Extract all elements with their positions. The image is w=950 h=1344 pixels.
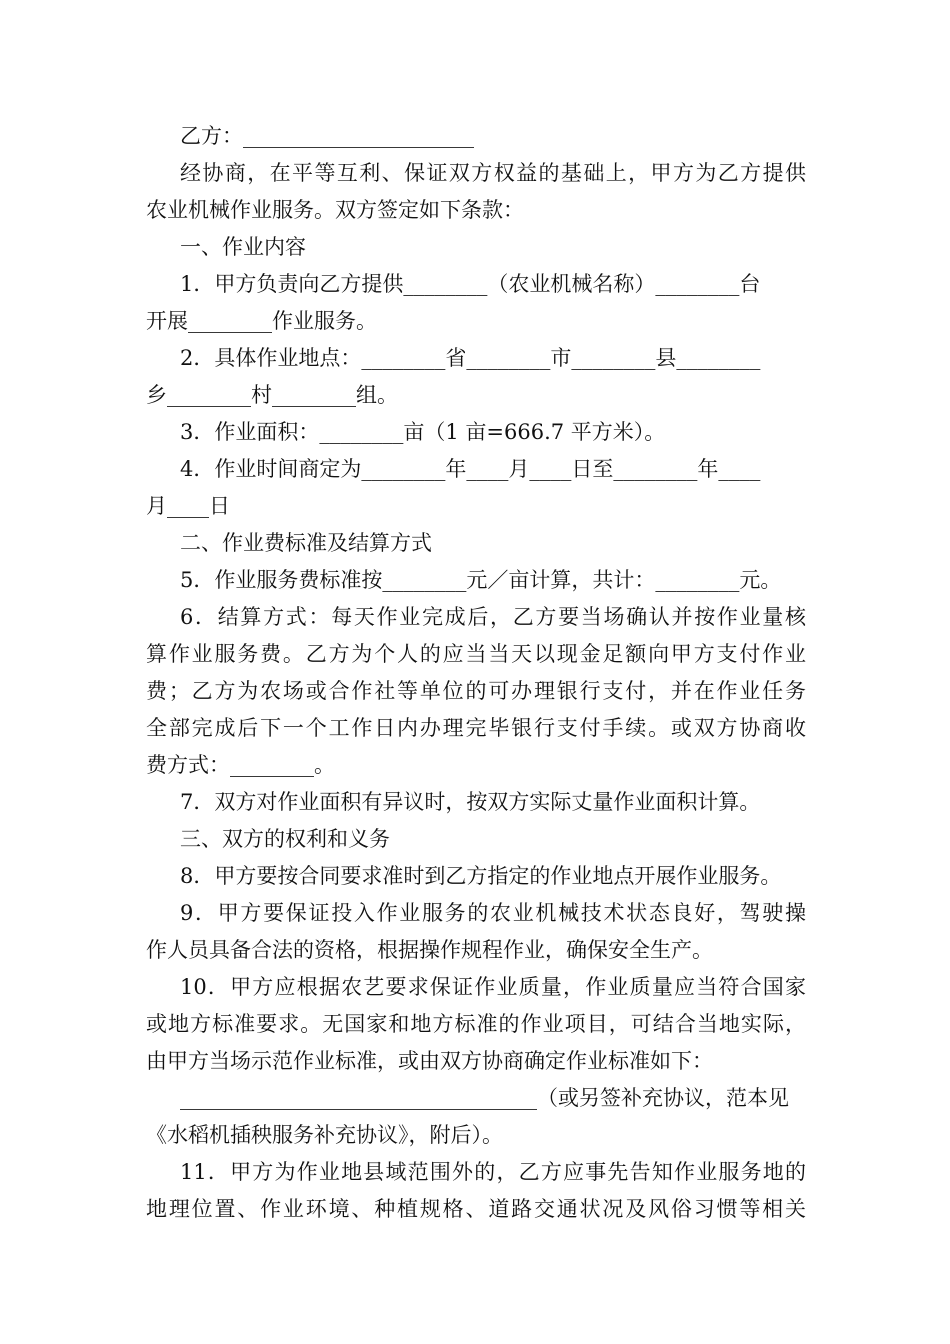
document-line: 全部完成后下一个工作日内办理完毕银行支付手续。或双方协商收 (146, 716, 806, 740)
document-line: 一、作业内容 (180, 235, 306, 259)
document-line: 乙方：______________________ (180, 124, 474, 148)
document-line: 农业机械作业服务。双方签定如下条款： (146, 198, 524, 222)
document-line: 或地方标准要求。无国家和地方标准的作业项目，可结合当地实际， (146, 1012, 806, 1036)
document-line: 4．作业时间商定为________年____月____日至________年____ (180, 457, 761, 481)
document-line: 9．甲方要保证投入作业服务的农业机械技术状态良好，驾驶操 (180, 901, 806, 925)
document-line: 6．结算方式：每天作业完成后，乙方要当场确认并按作业量核 (180, 605, 806, 629)
document-line: 乡________村________组。 (146, 383, 398, 407)
document-line: 月____日 (146, 494, 230, 518)
document-line: 费；乙方为农场或合作社等单位的可办理银行支付，并在作业任务 (146, 679, 806, 703)
document-line: 8．甲方要按合同要求准时到乙方指定的作业地点开展作业服务。 (180, 864, 782, 888)
document-line: 算作业服务费。乙方为个人的应当当天以现金足额向甲方支付作业 (146, 642, 806, 666)
document-line: 10．甲方应根据农艺要求保证作业质量，作业质量应当符合国家 (180, 975, 806, 999)
document-line: 经协商，在平等互利、保证双方权益的基础上，甲方为乙方提供 (180, 161, 806, 185)
document-line: __________________________________（或另签补充协议，范本见 (180, 1086, 789, 1110)
contract-page (146, 118, 806, 1228)
document-line: 5．作业服务费标准按________元／亩计算，共计：________元。 (180, 568, 782, 592)
document-line: 地理位置、作业环境、种植规格、道路交通状况及风俗习惯等相关 (146, 1197, 806, 1221)
document-line: 费方式：________。 (146, 753, 335, 777)
document-line: 三、双方的权利和义务 (180, 827, 390, 851)
document-line: 二、作业费标准及结算方式 (180, 531, 432, 555)
document-line: 开展________作业服务。 (146, 309, 377, 333)
document-line: 由甲方当场示范作业标准，或由双方协商确定作业标准如下： (146, 1049, 713, 1073)
document-line: 2．具体作业地点：________省________市________县________ (180, 346, 761, 370)
document-line: 11．甲方为作业地县域范围外的，乙方应事先告知作业服务地的 (180, 1160, 806, 1184)
document-line: 《水稻机插秧服务补充协议》，附后）。 (146, 1123, 503, 1147)
document-line: 3．作业面积：________亩（1 亩=666.7 平方米）。 (180, 420, 666, 444)
document-line: 作人员具备合法的资格，根据操作规程作业，确保安全生产。 (146, 938, 713, 962)
document-line: 7．双方对作业面积有异议时，按双方实际丈量作业面积计算。 (180, 790, 761, 814)
document-line: 1．甲方负责向乙方提供________（农业机械名称）________台 (180, 272, 761, 296)
